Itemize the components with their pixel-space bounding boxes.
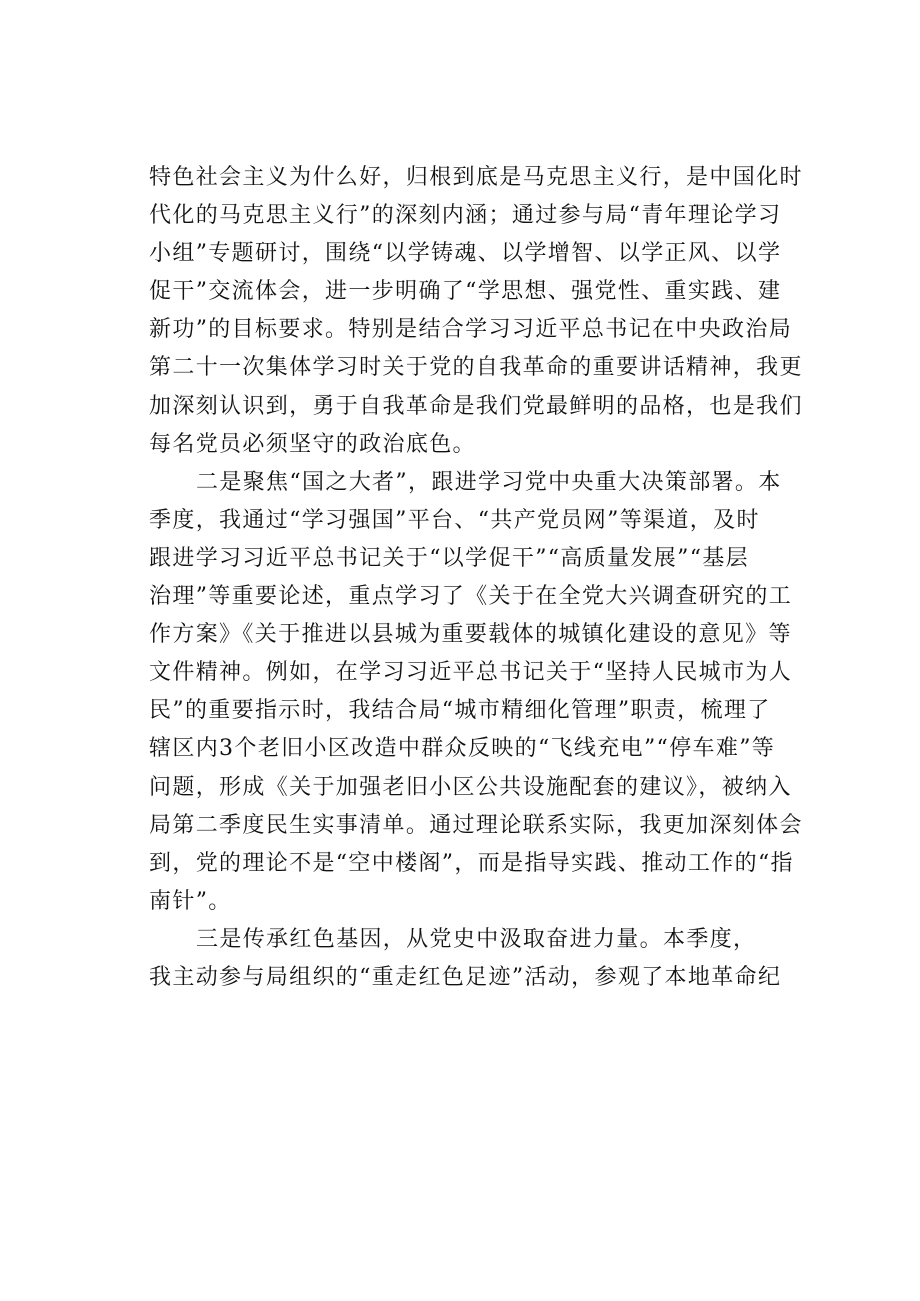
text-line: 小组”专题研讨，围绕“以学铸魂、以学增智、以学正风、以学 <box>149 241 782 267</box>
text-line: 问题，形成《关于加强老旧小区公共设施配套的建议》，被纳入 <box>149 774 792 800</box>
text-line: 新功”的目标要求。特别是结合学习习近平总书记在中央政治局 <box>149 317 793 343</box>
text-line: 季度，我通过“学习强国”平台、“共产党员网”等渠道，及时 <box>149 507 760 533</box>
text-line: 我主动参与局组织的“重走红色足迹”活动，参观了本地革命纪 <box>149 964 782 990</box>
text-line: 跟进学习习近平总书记关于“以学促干”“高质量发展”“基层 <box>149 545 750 571</box>
text-line: 每名党员必须坚守的政治底色。 <box>149 431 476 457</box>
text-line: 南针”。 <box>149 888 232 914</box>
text-line: 辖区内3个老旧小区改造中群众反映的“飞线充电”“停车难”等 <box>149 736 776 762</box>
text-line: 局第二季度民生实事清单。通过理论联系实际，我更加深刻体会 <box>149 812 803 838</box>
document-body <box>149 159 809 997</box>
text-line: 代化的马克思主义行”的深刻内涵；通过参与局“青年理论学习 <box>149 203 782 229</box>
text-line: 文件精神。例如，在学习习近平总书记关于“坚持人民城市为人 <box>149 660 793 686</box>
paragraph <box>149 959 809 997</box>
text-line: 民”的重要指示时，我结合局“城市精细化管理”职责，梳理了 <box>149 698 771 724</box>
text-line: 治理”等重要论述，重点学习了《关于在全党大兴调查研究的工 <box>149 584 793 610</box>
paragraph <box>149 159 809 464</box>
text-line: 第二十一次集体学习时关于党的自我革命的重要讲话精神，我更 <box>149 355 803 381</box>
text-line: 作方案》《关于推进以县城为重要载体的城镇化建设的意见》等 <box>149 622 792 648</box>
text-line: 特色社会主义为什么好，归根到底是马克思主义行，是中国化时 <box>149 165 803 190</box>
paragraph <box>149 464 809 921</box>
text-line: 三是传承红色基因，从党史中汲取奋进力量。本季度， <box>196 926 757 952</box>
text-line: 加深刻认识到，勇于自我革命是我们党最鲜明的品格，也是我们 <box>149 393 803 419</box>
text-line: 促干”交流体会，进一步明确了“学思想、强党性、重实践、建 <box>149 279 782 305</box>
text-line: 到，党的理论不是“空中楼阁”，而是指导实践、推动工作的“指 <box>149 850 794 876</box>
text-line: 二是聚焦“国之大者”，跟进学习党中央重大决策部署。本 <box>196 469 782 495</box>
paragraph <box>149 921 809 959</box>
